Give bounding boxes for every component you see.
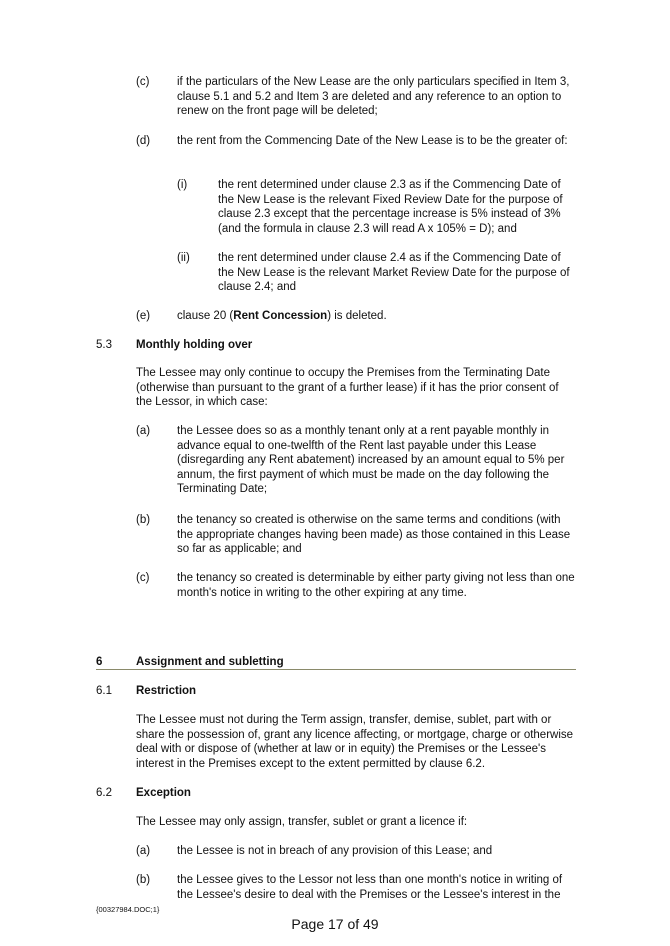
clause-5-3-intro: The Lessee may only continue to occupy the Premises from the Terminating Date (otherwise than pursuant to the grant of a further lease) if it has the prior consent of the Lessor, in which case: [136, 367, 559, 408]
footer-page-number: Page 17 of 49 [291, 916, 379, 932]
item-text-c-top: if the particulars of the New Lease are the only particulars specified in Item 3, clause 5.1 and 5.2 and Item 3 are deleted and any reference to an option to renew on the front page will be deleted; [177, 76, 570, 117]
item-label-c-top: (c) [136, 76, 150, 88]
clause-6-1-number: 6.1 [96, 685, 112, 697]
clause-6-2-item-text-a: the Lessee is not in breach of any provision of this Lease; and [177, 845, 493, 857]
clause-6-1-text: The Lessee must not during the Term assign, transfer, demise, sublet, part with or share the possession of, grant any licence affecting, or mortgage, charge or otherwise deal with or dispose of (whether at law or in equity) the Premises or the Lessee's interest in the Premises except to the extent permitted by clause 6.2. [136, 714, 574, 770]
clause-5-3-item-text-a: the Lessee does so as a monthly tenant only at a rent payable monthly in advance equal to one-twelfth of the Rent last payable under this Lease (disregarding any Rent abatement) increased by an amount equal to 5% per annum, the first payment of which must be made on the day following the Terminating Date; [177, 425, 565, 495]
section-6-rule [96, 669, 576, 670]
section-6-heading: Assignment and subletting [136, 656, 284, 668]
clause-6-2-intro: The Lessee may only assign, transfer, sublet or grant a licence if: [136, 816, 468, 828]
clause-5-3-item-text-b: the tenancy so created is otherwise on the same terms and conditions (with the appropriate changes having been made) as those contained in this Lease so far as applicable; and [177, 514, 571, 555]
item-e-text-after: ) is deleted. [327, 310, 387, 322]
item-text-d: the rent from the Commencing Date of the New Lease is to be the greater of: [177, 135, 568, 147]
clause-6-2-heading: Exception [136, 787, 191, 799]
subitem-text-ii: the rent determined under clause 2.4 as if the Commencing Date of the New Lease is the relevant Market Review Date for the purpose of clause 2.4; and [218, 252, 570, 293]
clause-5-3-number: 5.3 [96, 339, 112, 351]
clause-6-2-item-label-b: (b) [136, 874, 151, 886]
clause-6-2-item-label-a: (a) [136, 845, 151, 857]
clause-6-1-heading: Restriction [136, 685, 197, 697]
clause-5-3-item-label-a: (a) [136, 425, 151, 437]
clause-5-3-item-text-c: the tenancy so created is determinable by either party giving not less than one month's notice in writing to the other expiring at any time. [177, 572, 575, 599]
clause-5-3-item-label-c: (c) [136, 572, 150, 584]
item-text-e [177, 309, 577, 324]
item-e-text-before: clause 20 ( [177, 310, 234, 322]
item-label-e: (e) [136, 310, 151, 322]
item-label-d: (d) [136, 135, 151, 147]
section-6-number: 6 [96, 656, 103, 668]
subitem-text-i: the rent determined under clause 2.3 as if the Commencing Date of the New Lease is the relevant Fixed Review Date for the purpose of clause 2.3 except that the percentage increase is 5% instead of 3% (and the formula in clause 2.3 will read A x 105% = D); and [218, 179, 563, 235]
clause-5-3-item-label-b: (b) [136, 514, 151, 526]
subitem-label-i: (i) [177, 179, 188, 191]
subitem-label-ii: (ii) [177, 252, 190, 264]
clause-6-2-number: 6.2 [96, 787, 112, 799]
clause-6-2-item-text-b: the Lessee gives to the Lessor not less than one month's notice in writing of the Lessee's desire to deal with the Premises or the Lessee's interest in the [177, 874, 563, 901]
footer-doc-ref: {00327984.DOC;1} [96, 905, 160, 914]
clause-5-3-heading: Monthly holding over [136, 339, 253, 351]
item-e-text-bold: Rent Concession [233, 310, 328, 322]
